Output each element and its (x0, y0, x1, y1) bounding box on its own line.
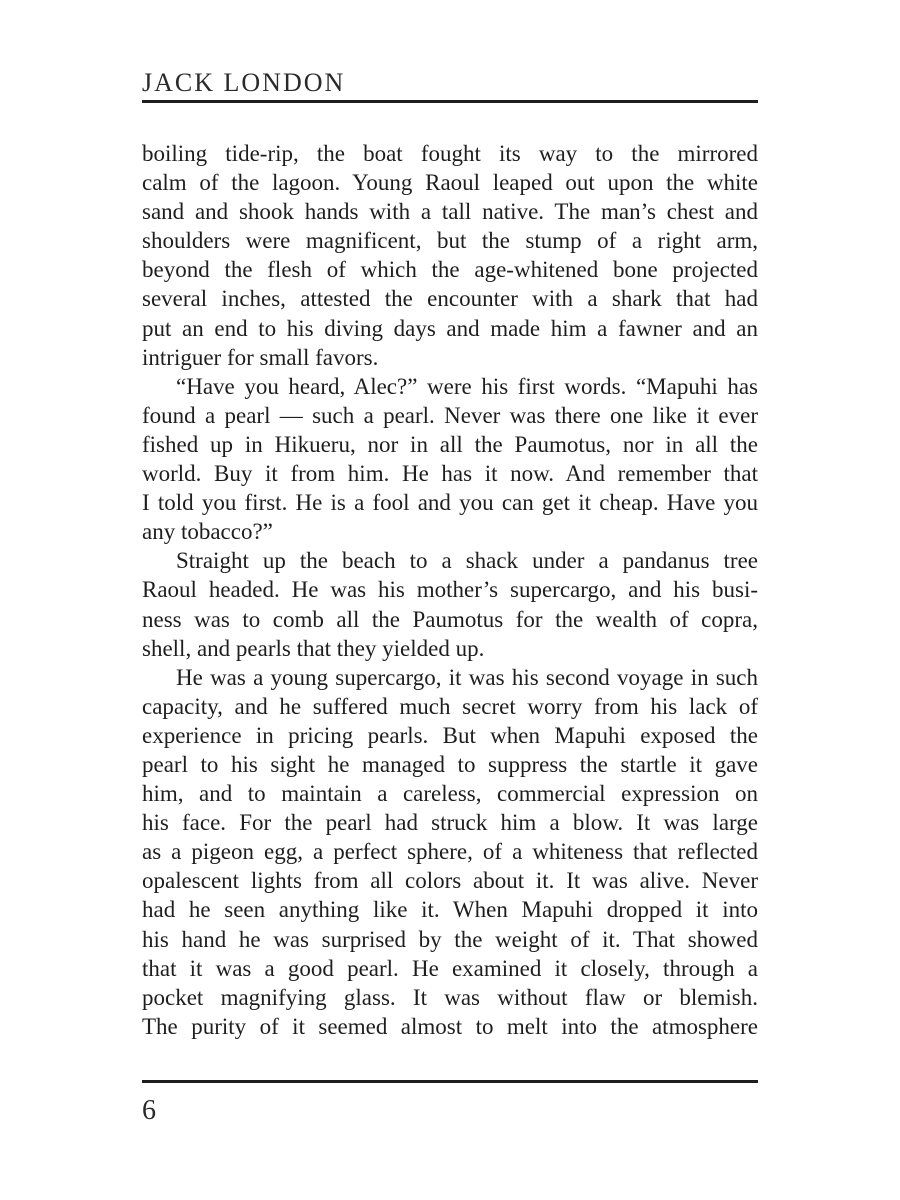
text-line: ness was to comb all the Paumotus for the wealth of copra, (142, 606, 758, 632)
text-line: opalescent lights from all colors about it. It was alive. Never (142, 868, 758, 894)
text-line: pearl to his sight he managed to suppress the startle it gave (142, 751, 758, 777)
text-line: had he seen anything like it. When Mapuhi dropped it into (142, 897, 758, 923)
text-line: found a pearl — such a pearl. Never was there one like it ever (142, 402, 758, 428)
text-line: shoulders were magnificent, but the stump of a right arm, (142, 228, 758, 254)
text-line: Straight up the beach to a shack under a pandanus tree (176, 548, 758, 574)
text-line: experience in pricing pearls. But when Mapuhi exposed the (142, 722, 758, 748)
text-line: shell, and pearls that they yielded up. (142, 635, 485, 661)
footer-rule (142, 1080, 758, 1083)
text-line: his hand he was surprised by the weight of it. That showed (142, 926, 758, 952)
text-line: several inches, attested the encounter with a shark that had (142, 286, 758, 312)
text-line: fished up in Hikueru, nor in all the Paumotus, nor in all the (142, 431, 758, 457)
text-line: any tobacco?” (142, 519, 273, 545)
text-line: “Have you heard, Alec?” were his first words. “Mapuhi has (176, 373, 758, 399)
running-header: JACK LONDON (142, 68, 346, 97)
text-line: capacity, and he suffered much secret worry from his lack of (142, 693, 758, 719)
header-rule (142, 100, 758, 103)
body-text (142, 139, 758, 1041)
text-line: as a pigeon egg, a perfect sphere, of a whiteness that reflected (142, 839, 758, 865)
text-line: him, and to maintain a careless, commercial expression on (142, 781, 758, 807)
text-line: pocket magnifying glass. It was without flaw or blemish. (142, 984, 758, 1010)
text-line: intriguer for small favors. (142, 344, 379, 370)
text-line: his face. For the pearl had struck him a blow. It was large (142, 810, 758, 836)
text-line: put an end to his diving days and made him a fawner and an (142, 315, 758, 341)
text-line: beyond the flesh of which the age-whitened bone projected (142, 257, 758, 283)
text-line: boiling tide-rip, the boat fought its way to the mirrored (142, 141, 758, 166)
text-line: He was a young supercargo, it was his second voyage in such (176, 664, 758, 690)
text-line: sand and shook hands with a tall native. The man’s chest and (142, 199, 758, 225)
text-line: calm of the lagoon. Young Raoul leaped out upon the white (142, 170, 758, 196)
text-line: I told you first. He is a fool and you can get it cheap. Have you (142, 490, 758, 516)
page-number: 6 (142, 1095, 156, 1126)
text-line: that it was a good pearl. He examined it closely, through a (142, 955, 758, 981)
text-line: world. Buy it from him. He has it now. And remember that (142, 461, 758, 487)
text-line: Raoul headed. He was his mother’s supercargo, and his busi- (142, 577, 758, 603)
text-line: The purity of it seemed almost to melt into the atmosphere (142, 1013, 758, 1039)
